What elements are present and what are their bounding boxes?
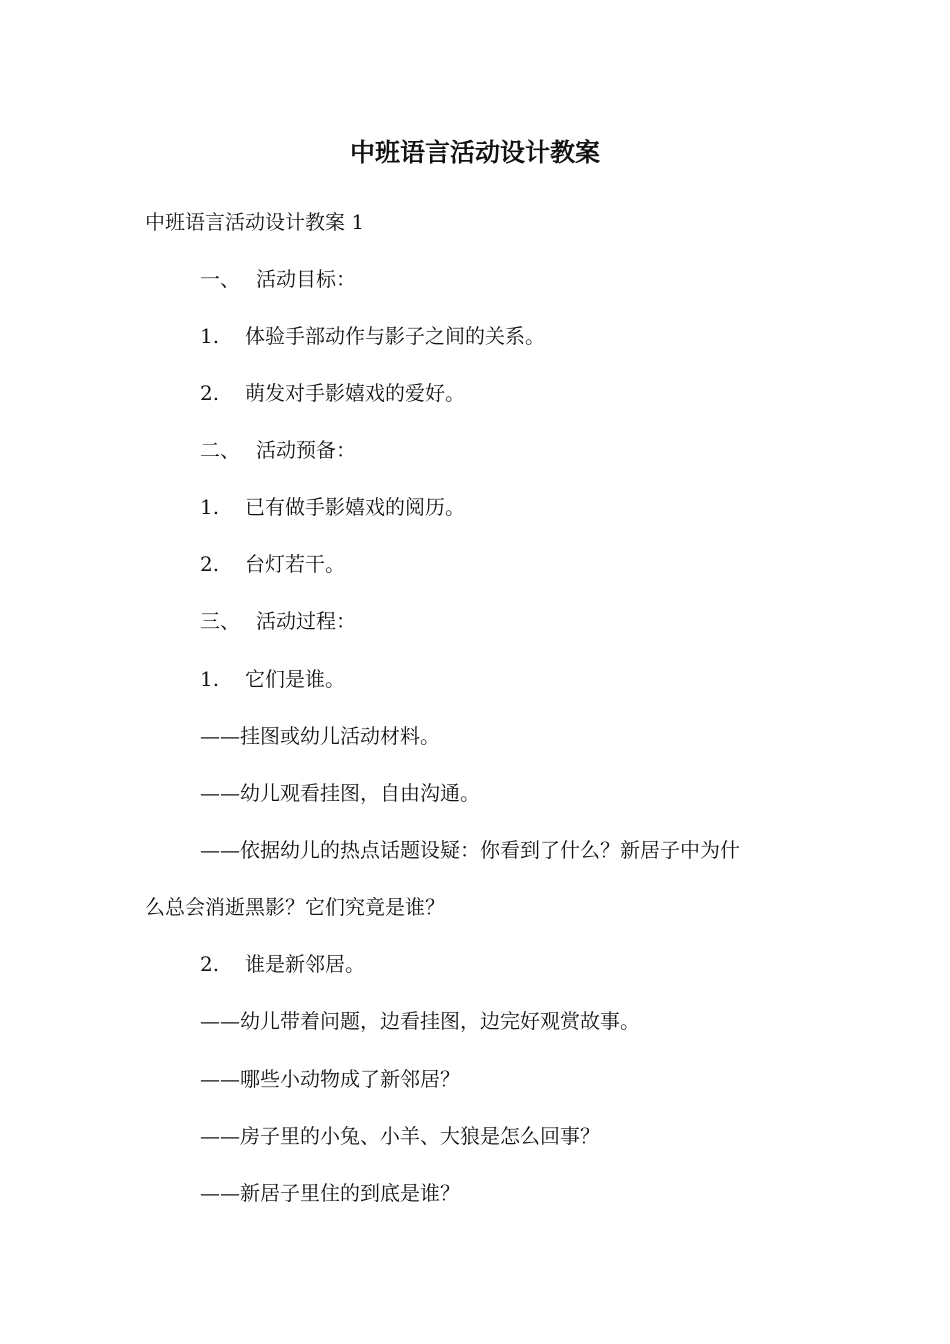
section-text: 活动过程： (256, 609, 356, 633)
item-number: 2. (200, 952, 220, 976)
paragraph-line: ——幼儿带着问题，边看挂图，边完好观赏故事。 (200, 1009, 640, 1033)
paragraph-line: ——新居子里住的到底是谁？ (200, 1181, 460, 1205)
item-text: 谁是新邻居。 (245, 952, 365, 976)
paragraph-line: ——哪些小动物成了新邻居？ (200, 1067, 460, 1091)
section-heading (200, 437, 356, 463)
section-marker: 三、 (200, 609, 240, 633)
item-number: 1. (200, 324, 220, 348)
list-item (200, 380, 465, 406)
item-text: 台灯若干。 (245, 552, 345, 576)
section-marker: 二、 (200, 438, 240, 462)
list-item (200, 494, 465, 520)
item-text: 体验手部动作与影子之间的关系。 (245, 324, 545, 348)
section-heading (200, 266, 356, 292)
item-number: 1. (200, 495, 220, 519)
lesson-heading: 中班语言活动设计教案 1 (145, 210, 365, 234)
item-number: 2. (200, 381, 220, 405)
document-title: 中班语言活动设计教案 (349, 138, 600, 167)
section-heading (200, 608, 356, 634)
section-text: 活动预备： (256, 438, 356, 462)
list-item (200, 323, 545, 349)
section-marker: 一、 (200, 267, 240, 291)
item-text: 萌发对手影嬉戏的爱好。 (245, 381, 465, 405)
item-number: 2. (200, 552, 220, 576)
section-text: 活动目标： (256, 267, 356, 291)
paragraph-line: ——挂图或幼儿活动材料。 (200, 724, 440, 748)
list-item (200, 666, 345, 692)
paragraph-line: ——依据幼儿的热点话题设疑：你看到了什么？新居子中为什 (200, 838, 740, 862)
paragraph-line: ——房子里的小兔、小羊、大狼是怎么回事？ (200, 1124, 600, 1148)
list-item (200, 551, 345, 577)
item-number: 1. (200, 667, 220, 691)
item-text: 它们是谁。 (245, 667, 345, 691)
item-text: 已有做手影嬉戏的阅历。 (245, 495, 465, 519)
paragraph-line: ——幼儿观看挂图，自由沟通。 (200, 781, 480, 805)
list-item (200, 951, 365, 977)
paragraph-line: 么总会消逝黑影？它们究竟是谁？ (145, 895, 445, 919)
